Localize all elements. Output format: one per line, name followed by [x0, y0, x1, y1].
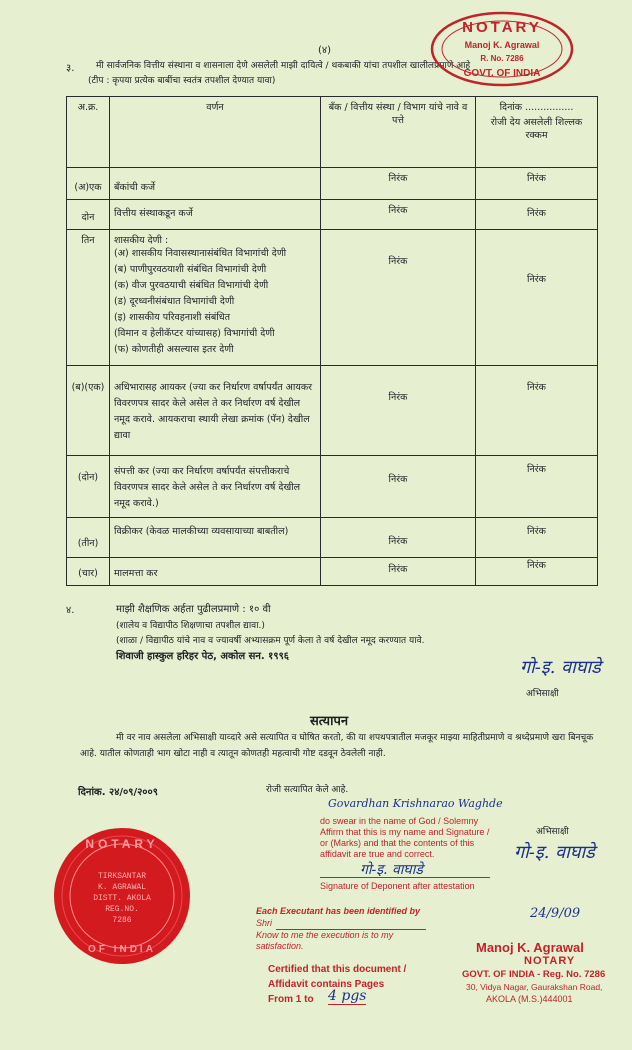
list-item: (ड) दूरध्वनीसंबंधात विभागांची देणी	[114, 296, 235, 307]
deponent-signature-1: गो-इ. वाघाडे	[520, 657, 601, 678]
verification-date: दिनांक. २४/०९/२००९	[78, 787, 158, 798]
row-due: निरंक	[476, 200, 598, 230]
row-bank: निरंक	[321, 230, 476, 366]
row-desc: वित्तीय संस्थाकडून कर्जे	[110, 200, 321, 230]
stamp-top-line4: GOVT. OF INDIA	[463, 68, 541, 79]
row-due: निरंक	[476, 518, 598, 558]
deponent-label-1: अभिसाक्षी	[526, 689, 559, 699]
row-sr: (दोन)	[67, 456, 110, 518]
row-bank: निरंक	[321, 200, 476, 230]
table-row	[67, 366, 598, 456]
row-desc-govt	[110, 230, 321, 366]
row-sr: (ब)(एक)	[67, 366, 110, 456]
seal-l1: TIRKSANTAR	[97, 872, 147, 881]
seal-l5: 7286	[112, 916, 132, 925]
header-due-label: रोजी देय असलेली शिल्लक रक्कम	[490, 117, 583, 141]
list-item: (क) वीज पुरवठयाची संबंधित विभागांची देणी	[114, 280, 269, 291]
row-sr: तिन	[67, 230, 110, 366]
notary-reg: GOVT. OF INDIA - Reg. No. 7286	[462, 969, 606, 980]
certified-line3: From 1 to	[268, 994, 314, 1005]
row-due: निरंक	[476, 456, 598, 518]
notary-address1: 30, Vidya Nagar, Gaurakshan Road,	[466, 982, 603, 992]
page-number: (४)	[318, 45, 332, 56]
verification-body: मी वर नाव असलेला अभिसाक्षी याव्दारे असे सत्यापित व घोषित करतो, की या शपथपत्रातील मजकूर माझ्या माहितीप्रमाणे व श्रध्देप्रमाणे खरा बिनचूक आहे. यातील कोणताही भाग खोटा नाही व त्यातून कोणतही महत्वाची गोष्ट दडवून ठेवलेली नाही.	[80, 733, 594, 759]
verification-verified: रोजी सत्यापित केले आहे.	[266, 785, 349, 795]
oath-caption: Signature of Deponent after attestation	[320, 881, 475, 891]
header-date-label: दिनांक ................	[499, 102, 574, 113]
header-desc: वर्णन	[110, 97, 321, 168]
notary-title: NOTARY	[524, 955, 576, 967]
row-desc: बँकांची कर्जे	[110, 168, 321, 200]
seal-bottom: OF INDIA	[88, 944, 156, 955]
table-row	[67, 456, 598, 518]
list-item: (विमान व हेलीकॅप्टर यांच्यासह) विभागांची देणी	[114, 328, 275, 339]
row-sr: (अ)एक	[67, 168, 110, 200]
executant-line1: Each Executant has been identified by	[256, 906, 421, 916]
liabilities-table	[66, 96, 598, 586]
item3-text: मी सार्वजनिक वित्तीय संस्थाना व शासनाला देणे असलेली माझी दायित्वे / थकबाकी यांचा तपशील खालीलप्रमाणे आहे	[96, 61, 471, 71]
seal-l4: REG.NO.	[105, 905, 139, 914]
row-desc: मालमत्ता कर	[110, 558, 321, 586]
notary-initials: 24/9/09	[530, 906, 581, 921]
item4-school: शिवाजी हास्कुल हरिहर पेठ, अकोल सन. १९९६	[116, 651, 289, 662]
handwritten-name: Govardhan Krishnarao Waghde	[328, 797, 503, 810]
row-bank: निरंक	[321, 558, 476, 586]
notary-stamp-top	[428, 10, 576, 88]
certified-pages: 4 pgs	[328, 988, 367, 1004]
row-sr: (चार)	[67, 558, 110, 586]
header-sr: अ.क्र.	[67, 97, 110, 168]
seal-l3: DISTT. AKOLA	[93, 894, 151, 903]
table-row	[67, 230, 598, 366]
verification-title: सत्यापन	[310, 714, 349, 729]
table-header-row	[67, 97, 598, 168]
executant-line3: Know to me the execution is to my satisfaction.	[256, 930, 394, 951]
row-due: निरंक	[476, 558, 598, 586]
notary-name: Manoj K. Agrawal	[476, 940, 584, 955]
stamp-top-line1: NOTARY	[462, 19, 542, 36]
govt-dues-list	[114, 246, 316, 358]
list-item: (ब) पाणीपुरवठयाशी संबंधित विभागांची देणी	[114, 264, 267, 275]
seal-l2: K. AGRAWAL	[97, 883, 147, 892]
header-due	[476, 97, 598, 168]
item3-number: ३.	[66, 63, 75, 74]
table-row	[67, 168, 598, 200]
deponent-label-2: अभिसाक्षी	[536, 827, 569, 837]
row-bank: निरंक	[321, 518, 476, 558]
list-item: (फ) कोणतीही असल्यास इतर देणी	[114, 344, 234, 355]
row-desc: अधिभारासह आयकर (ज्या कर निर्धारण वर्षापर्यंत आयकर विवरणपत्र सादर केले असेल ते कर निर्धारण वर्ष देखील नमूद करावे. आयकराचा स्थायी लेखा क्रमांक (पॅन) देखील द्यावा	[110, 366, 321, 456]
row-due: निरंक	[476, 230, 598, 366]
oath-text: do swear in the name of God / Solemny Affirm that this is my name and Signature / or (Marks) and that the contents of this affidavit are true and correct.	[320, 816, 490, 859]
certified-line1: Certified that this document /	[268, 964, 407, 975]
table-row	[67, 558, 598, 586]
row-due: निरंक	[476, 366, 598, 456]
row-bank: निरंक	[321, 456, 476, 518]
item4-line1: माझी शैक्षणिक अर्हता पुढीलप्रमाणे : १० वी	[116, 604, 271, 615]
row-desc: संपत्ती कर (ज्या कर निर्धारण वर्षापर्यंत संपत्तीकराचे विवरणपत्र सादर केले असेल ते कर निर्धारण वर्ष देखील नमूद करावे.)	[110, 456, 321, 518]
row-sr: दोन	[67, 200, 110, 230]
table-row	[67, 518, 598, 558]
stamp-top-line2: Manoj K. Agrawal	[464, 40, 540, 50]
row-bank: निरंक	[321, 366, 476, 456]
item3-note: (टीप : कृपया प्रत्येक बाबींचा स्वतंत्र तपशील देण्यात यावा)	[88, 76, 276, 86]
oath-signature-line	[320, 877, 490, 878]
oath-signature: गो-इ. वाघाडे	[360, 862, 423, 878]
executant-line2: Shri	[256, 918, 273, 928]
item4-line2: (शालेय व विद्यापीठ शिक्षणाचा तपशील द्यावा.)	[116, 621, 265, 631]
row-desc: विक्रीकर (केवळ मालकीच्या व्यवसायाच्या बाबतील)	[110, 518, 321, 558]
header-bank: बँक / वित्तीय संस्था / विभाग यांचे नावे व पत्ते	[321, 97, 476, 168]
row-due: निरंक	[476, 168, 598, 200]
list-item: (इ) शासकीय परिवहनाशी संबंधित	[114, 312, 231, 323]
row-desc: शासकीय देणी :	[114, 235, 169, 246]
row-sr: (तीन)	[67, 518, 110, 558]
red-notary-seal	[52, 826, 192, 966]
notary-address2: AKOLA (M.S.)444001	[486, 994, 573, 1004]
row-bank: निरंक	[321, 168, 476, 200]
list-item: (अ) शासकीय निवासस्थानासंबंधित विभागांची देणी	[114, 248, 287, 259]
stamp-top-line3: R. No. 7286	[480, 54, 524, 63]
item4-line3: (शाळा / विद्यापीठ यांचे नाव व ज्यावर्षी अभ्यासक्रम पूर्ण केला ते वर्ष देखील नमूद करण्यात यावे.	[116, 636, 425, 646]
deponent-signature-2: गो-इ. वाघाडे	[514, 842, 595, 863]
seal-top: NOTARY	[85, 837, 159, 851]
table-row	[67, 200, 598, 230]
certified-line2: Affidavit contains Pages	[268, 979, 385, 990]
item4-number: ४.	[66, 605, 75, 616]
